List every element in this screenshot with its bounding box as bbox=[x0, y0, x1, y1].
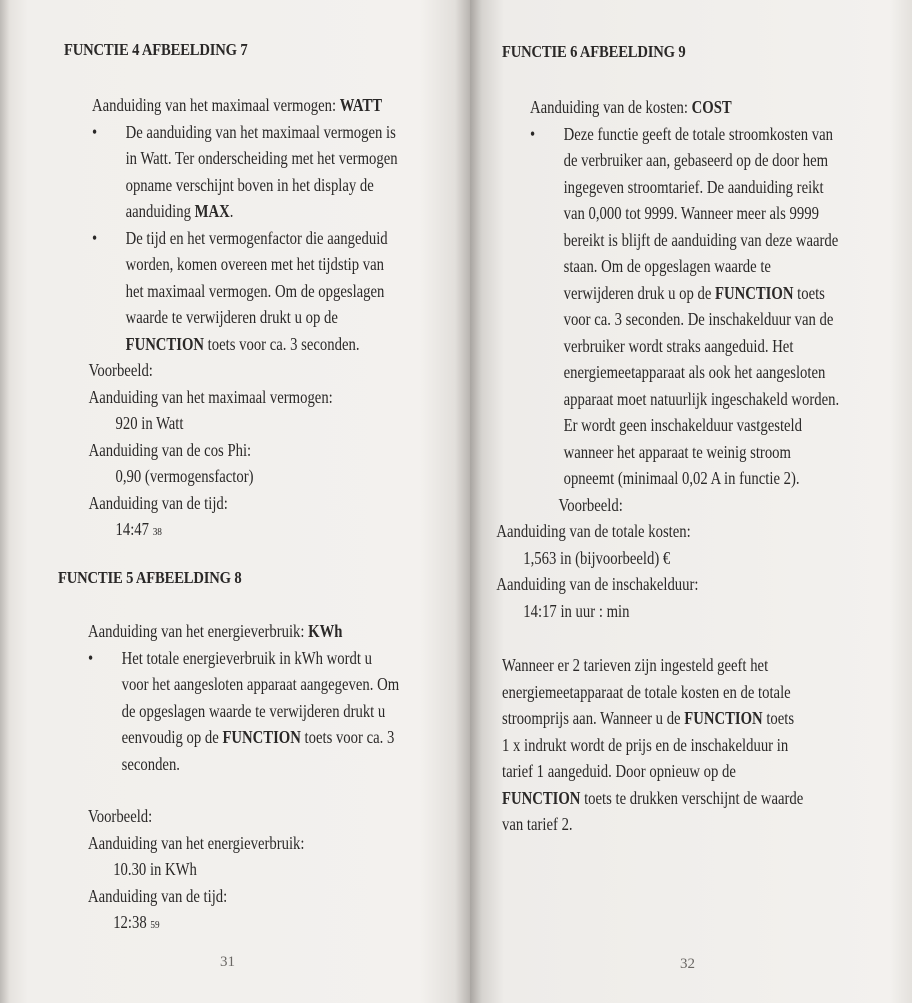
functie-6-bullet-1: • Deze functie geeft de totale stroomkosten van de verbruiker aan, gebaseerd op de door hem ingegeven stroomtarief. De aanduiding reikt van 0,000 tot 9999. Wanneer meer als 9999 bereikt is blijft de aanduiding van deze waarde staan. Om de opgeslagen waarde te verwijderen druk u op de FUNCTION toets voor ca. 3 seconden. De inschakelduur van de verbruiker wordt straks aangeduid. Het energiemeetapparaat als ook het aangesloten apparaat moet natuurlijk ingeschakeld worden. Er wordt geen inschakelduur vastgesteld wanneer het apparaat te weinig stroom opneemt (minimaal 0,02 A in functie 2). Voorbeeld: bbox=[530, 121, 912, 519]
functie-4-bullet-2: • De tijd en het vermogenfactor die aangeduid worden, komen overeen met het tijdstip van het maximaal vermogen. Om de opgeslagen waarde te verwijderen drukt u op de FUNCTION toets voor ca. 3 seconden. bbox=[92, 225, 492, 358]
example-value: 920 in Watt bbox=[115, 413, 184, 433]
example-value: 1,563 in (bijvoorbeeld) € bbox=[523, 547, 671, 568]
functie-5-heading: FUNCTIE 5 AFBEELDING 8 bbox=[58, 568, 242, 587]
right-page bbox=[470, 0, 912, 1003]
bullet-icon: • bbox=[88, 647, 94, 668]
example-label: Aanduiding van het energieverbruik: bbox=[88, 832, 305, 853]
example-value: 14:17 in uur : min bbox=[523, 600, 630, 621]
example-value: 12:38 59 bbox=[113, 912, 160, 932]
functie-4-heading: FUNCTIE 4 AFBEELDING 7 bbox=[64, 40, 248, 59]
functie-4-intro: Aanduiding van het maximaal vermogen: WATT bbox=[92, 95, 383, 115]
bullet-icon: • bbox=[92, 121, 98, 142]
example-label: Aanduiding van het maximaal vermogen: bbox=[88, 386, 333, 407]
bullet-icon: • bbox=[92, 227, 98, 248]
functie-6-body bbox=[496, 94, 912, 624]
example-value: 10.30 in KWh bbox=[113, 859, 197, 879]
bullet-icon: • bbox=[530, 123, 536, 144]
functie-5-bullet-1: • Het totale energieverbruik in kWh wordt u voor het aangesloten apparaat aangegeven. Om de opgeslagen waarde te verwijderen drukt u eenvoudig op de FUNCTION toets voor ca. 3 seconden. bbox=[88, 645, 488, 778]
page-number: 31 bbox=[220, 954, 235, 970]
page-number: 32 bbox=[680, 956, 695, 972]
functie-5-intro: Aanduiding van het energieverbruik: KWh bbox=[88, 621, 343, 641]
functie-5-body bbox=[88, 618, 488, 939]
functie-4-bullet-1: • De aanduiding van het maximaal vermogen is in Watt. Ter onderscheiding met het vermogen opname verschijnt boven in het display de aanduiding MAX. bbox=[92, 119, 492, 225]
functie-6-intro: Aanduiding van de kosten: COST bbox=[530, 97, 732, 117]
example-label: Aanduiding van de tijd: bbox=[88, 492, 228, 513]
functie-4-body bbox=[88, 92, 492, 546]
functie-6-heading: FUNCTIE 6 AFBEELDING 9 bbox=[502, 42, 686, 61]
example-label: Voorbeeld: bbox=[88, 360, 153, 380]
example-label: Aanduiding van de inschakelduur: bbox=[496, 574, 699, 594]
example-label: Aanduiding van de cos Phi: bbox=[88, 439, 252, 460]
example-label: Aanduiding van de totale kosten: bbox=[496, 521, 691, 541]
tariff-paragraph: Wanneer er 2 tarieven zijn ingesteld geeft het energiemeetapparaat de totale kosten en de totale stroomprijs aan. Wanneer u de FUNCTION toets 1 x indrukt wordt de prijs en de inschakelduur in tarief 1 aangeduid. Door opnieuw op de FUNCTION toets te drukken verschijnt de waarde van tarief 2. bbox=[502, 655, 804, 834]
example-value: 14:47 38 bbox=[115, 519, 162, 539]
example-value: 0,90 (vermogensfactor) bbox=[115, 466, 254, 486]
example-label: Voorbeeld: bbox=[88, 806, 153, 826]
example-label: Aanduiding van de tijd: bbox=[88, 885, 228, 906]
